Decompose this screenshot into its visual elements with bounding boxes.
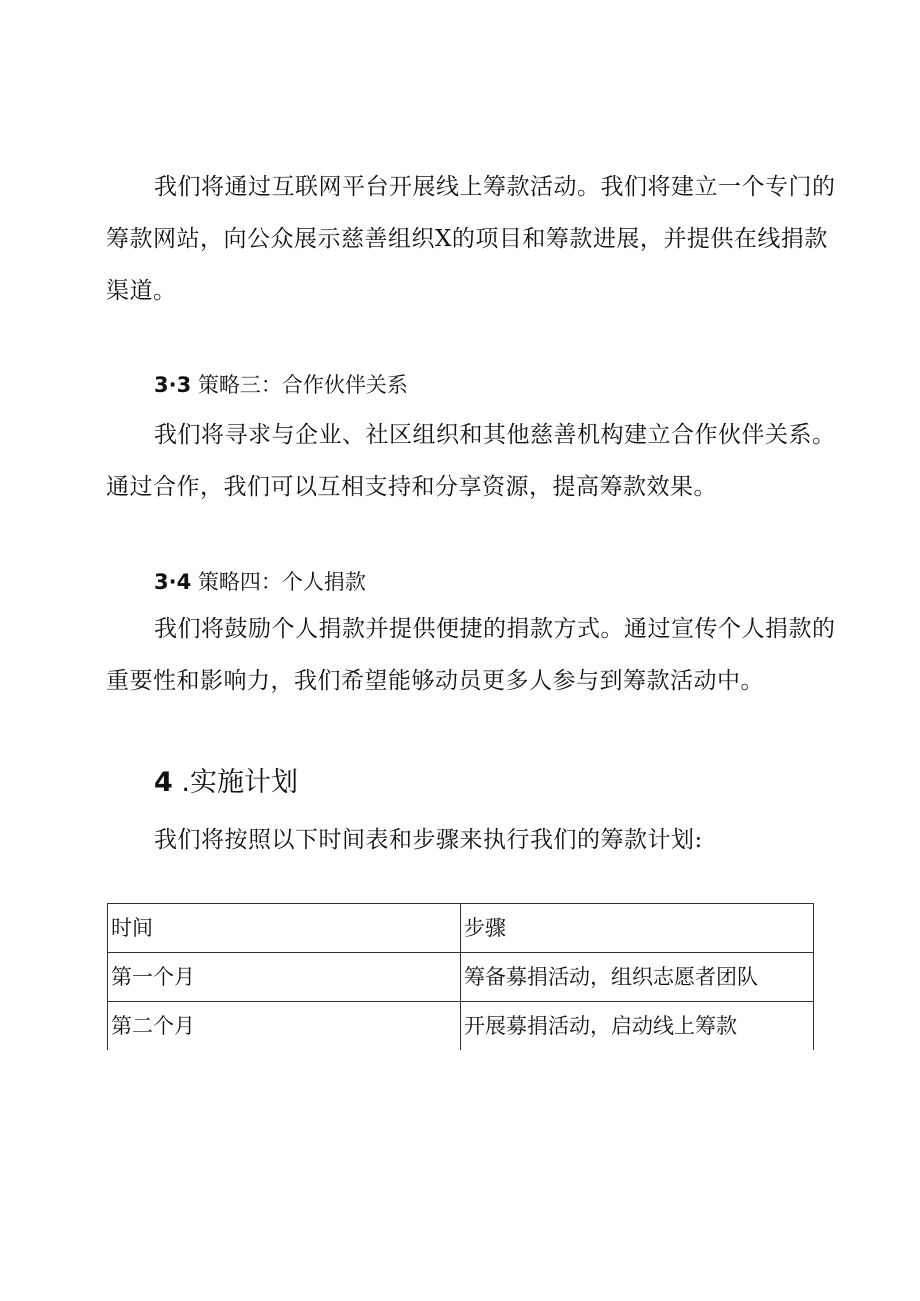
section-number: 3·3 bbox=[154, 373, 192, 397]
table-row bbox=[108, 953, 814, 1002]
section-heading-3-4 bbox=[154, 566, 366, 596]
section-number: 3·4 bbox=[154, 570, 192, 594]
paragraph-individual-donations: 我们将鼓励个人捐款并提供便捷的捐款方式。通过宣传个人捐款的重要性和影响力，我们希望能够动员更多人参与到筹款活动中。 bbox=[106, 616, 836, 694]
table-cell: 筹备募捐活动，组织志愿者团队 bbox=[461, 953, 814, 1002]
section-heading-3-3 bbox=[154, 369, 408, 399]
table-header-row bbox=[108, 904, 814, 953]
table-row bbox=[108, 1002, 814, 1051]
section-title: 策略三：合作伙伴关系 bbox=[197, 373, 408, 397]
section-title: 策略四：个人捐款 bbox=[197, 570, 366, 594]
table-cell: 开展募捐活动，启动线上筹款 bbox=[461, 1002, 814, 1051]
section-number: 4 bbox=[154, 767, 173, 798]
section-title: .实施计划 bbox=[181, 767, 298, 798]
schedule-table bbox=[107, 903, 814, 1050]
table-header-cell: 时间 bbox=[108, 904, 461, 953]
table-cell: 第二个月 bbox=[108, 1002, 461, 1051]
table-cell: 第一个月 bbox=[108, 953, 461, 1002]
paragraph-plan-intro: 我们将按照以下时间表和步骤来执行我们的筹款计划: bbox=[154, 827, 703, 853]
paragraph-online-fundraising: 我们将通过互联网平台开展线上筹款活动。我们将建立一个专门的筹款网站，向公众展示慈善组织X的项目和筹款进展，并提供在线捐款渠道。 bbox=[106, 174, 836, 304]
section-heading-4 bbox=[154, 760, 298, 799]
table-header-cell: 步骤 bbox=[461, 904, 814, 953]
paragraph-partnerships: 我们将寻求与企业、社区组织和其他慈善机构建立合作伙伴关系。通过合作，我们可以互相支持和分享资源，提高筹款效果。 bbox=[106, 422, 836, 500]
